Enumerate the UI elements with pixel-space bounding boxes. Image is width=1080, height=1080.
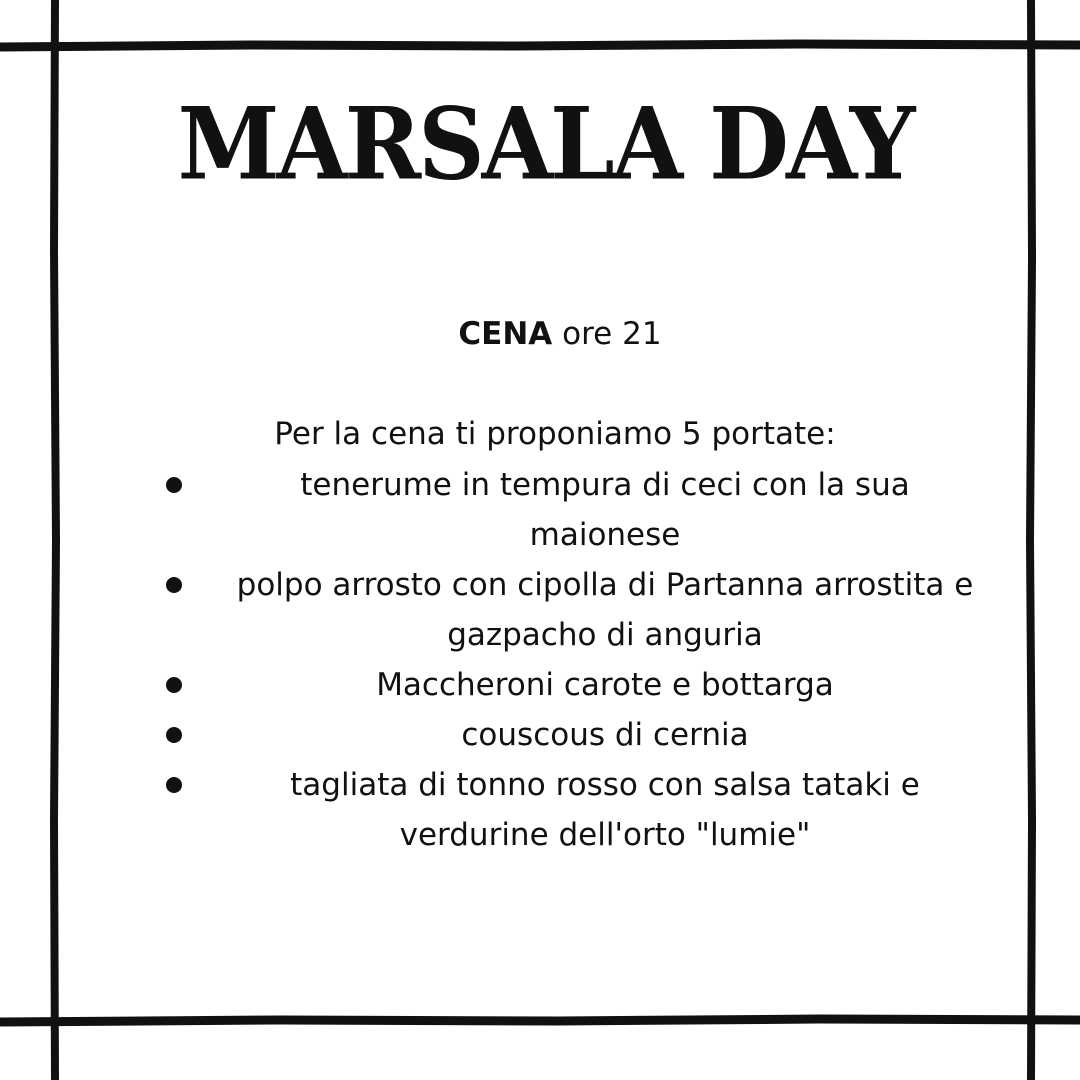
bottom-frame-line xyxy=(0,1019,1080,1022)
list-item xyxy=(160,660,1020,710)
dinner-time: ore 21 xyxy=(562,316,662,352)
list-item xyxy=(160,710,1020,760)
bullet-icon xyxy=(166,677,182,693)
course-list xyxy=(160,460,1020,860)
course-text: tagliata di tonno rosso con salsa tataki e verdurine dell'orto "lumie" xyxy=(290,767,920,853)
course-text: tenerume in tempura di ceci con la sua maionese xyxy=(300,467,910,553)
course-text: couscous di cernia xyxy=(461,717,749,753)
bullet-icon xyxy=(166,477,182,493)
top-frame-line xyxy=(0,44,1080,47)
dinner-time-line xyxy=(0,314,1080,354)
dinner-label: CENA xyxy=(458,316,553,352)
list-item xyxy=(160,560,1020,660)
menu-intro: Per la cena ti proponiamo 5 portate: xyxy=(274,416,836,452)
list-item xyxy=(160,760,1020,860)
bullet-icon xyxy=(166,727,182,743)
course-text: polpo arrosto con cipolla di Partanna arrostita e gazpacho di anguria xyxy=(236,567,974,653)
list-item xyxy=(160,460,1020,560)
course-text: Maccheroni carote e bottarga xyxy=(376,667,834,703)
bullet-icon xyxy=(166,577,182,593)
page-title: MARSALA DAY xyxy=(177,85,913,203)
bullet-icon xyxy=(166,777,182,793)
